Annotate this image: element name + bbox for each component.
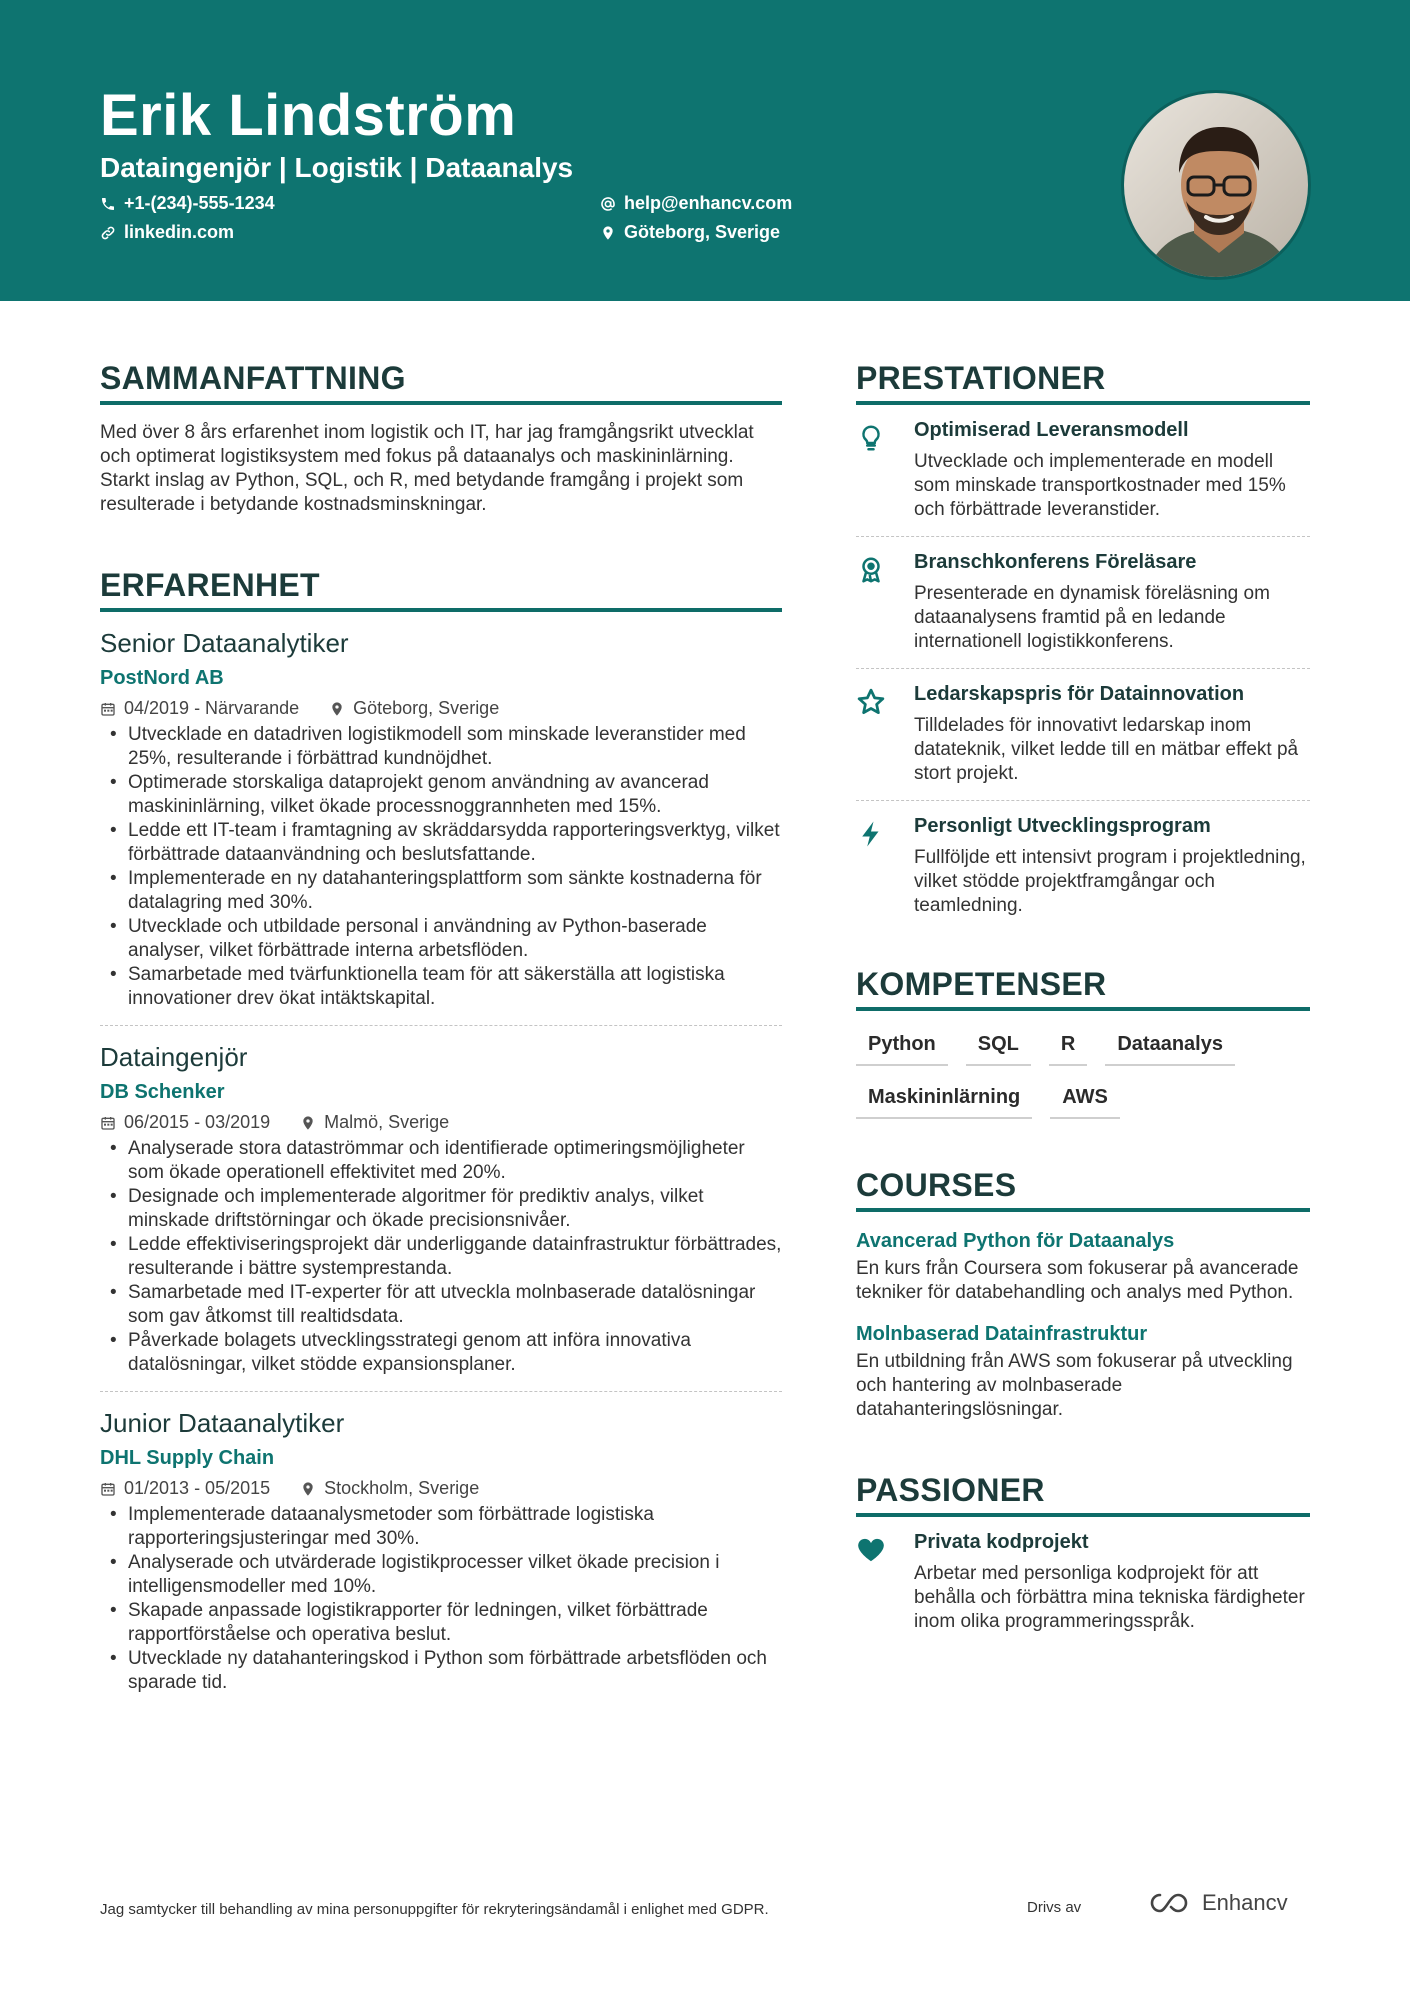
- achievement-item: [856, 668, 1310, 800]
- course-item: [856, 1323, 1310, 1422]
- job-title: Dataingenjör: [100, 1042, 248, 1072]
- contact-location: [600, 222, 780, 243]
- achievement-desc: Utvecklade och implementerade en modell som minskade transportkostnader med 15% och förbättrade leveranstider.: [914, 451, 1286, 520]
- job-bullets: [100, 1137, 782, 1377]
- skill-tag: R: [1049, 1027, 1087, 1066]
- left-column: [100, 360, 782, 1695]
- phone-icon: [100, 196, 116, 212]
- skill-tag: Dataanalys: [1105, 1027, 1235, 1066]
- divider: [100, 1391, 782, 1392]
- bullet-item: • Skapade anpassade logistikrapporter för ledningen, vilket förbättrade rapportförståelse och operativa beslut.: [100, 1599, 782, 1647]
- contact-phone[interactable]: [100, 193, 275, 214]
- contact-linkedin[interactable]: [100, 222, 234, 243]
- candidate-titles: Dataingenjör | Logistik | Dataanalys: [100, 152, 574, 183]
- location-pin-icon: [329, 701, 345, 717]
- bullet-item: • Samarbetade med IT-experter för att utveckla molnbaserade datalösningar som gav åtkomst till realtidsdata.: [100, 1281, 782, 1329]
- passion-item: [856, 1517, 1310, 1648]
- bullet-item: • Implementerade en ny datahanteringsplattform som sänkte kostnaderna för datalagring med 30%.: [100, 867, 782, 915]
- bullet-item: • Utvecklade och utbildade personal i användning av Python-baserade analyser, vilket förbättrade interna arbetsflöden.: [100, 915, 782, 963]
- job-dates: 01/2013 - 05/2015: [124, 1478, 271, 1498]
- course-desc: En kurs från Coursera som fokuserar på avancerade tekniker för databehandling och analys med Python.: [856, 1258, 1299, 1303]
- link-icon: [100, 225, 116, 241]
- powered-by-label: Drivs av: [1027, 1899, 1082, 1916]
- location-text: Göteborg, Sverige: [624, 222, 781, 242]
- company-name: DHL Supply Chain: [100, 1447, 275, 1469]
- location-pin-icon: [600, 225, 616, 241]
- achievement-desc: Fullföljde ett intensivt program i projektledning, vilket stödde projektframgångar och teamledning.: [914, 847, 1306, 916]
- experience-list: [100, 628, 782, 1695]
- job-entry: [100, 1408, 782, 1695]
- passions-list: [856, 1517, 1310, 1648]
- location-pin-icon: [300, 1115, 316, 1131]
- achievements-heading: PRESTATIONER: [856, 360, 1310, 405]
- courses-heading: COURSES: [856, 1167, 1310, 1212]
- skills-heading: KOMPETENSER: [856, 966, 1310, 1011]
- job-entry: [100, 1042, 782, 1392]
- achievement-title: Personligt Utvecklingsprogram: [914, 815, 1211, 837]
- job-dates: 04/2019 - Närvarande: [124, 698, 300, 718]
- at-icon: [600, 196, 616, 212]
- award-ribbon-icon: [856, 551, 914, 654]
- job-location: Göteborg, Sverige: [353, 698, 500, 718]
- phone-text: +1-(234)-555-1234: [124, 193, 275, 213]
- job-bullets: [100, 1503, 782, 1695]
- job-dates: 06/2015 - 03/2019: [124, 1112, 271, 1132]
- job-entry: [100, 628, 782, 1026]
- job-title: Senior Dataanalytiker: [100, 628, 349, 658]
- skills-list: [856, 1027, 1310, 1119]
- courses-list: [856, 1230, 1310, 1422]
- summary-heading: SAMMANFATTNING: [100, 360, 782, 405]
- bullet-item: • Utvecklade en datadriven logistikmodell som minskade leveranstider med 25%, resulterande i förbättrad kundnöjdhet.: [100, 723, 782, 771]
- bullet-item: • Ledde effektiviseringsprojekt där underliggande datainfrastruktur förbättrades, resulterande i bättre systemprestanda.: [100, 1233, 782, 1281]
- job-location: Malmö, Sverige: [324, 1112, 450, 1132]
- gdpr-consent: Jag samtycker till behandling av mina personuppgifter för rekryteringsändamål i enlighet med GDPR.: [100, 1901, 769, 1918]
- linkedin-text: linkedin.com: [124, 222, 235, 242]
- heart-icon: [856, 1531, 914, 1634]
- achievement-title: Optimiserad Leveransmodell: [914, 419, 1189, 441]
- enhancv-logo[interactable]: [1148, 1890, 1288, 1916]
- job-bullets: [100, 723, 782, 1011]
- summary-text: Med över 8 års erfarenhet inom logistik och IT, har jag framgångsrikt utvecklat och optimerat logistiksystem med fokus på dataanalys och maskininlärning. Starkt inslag av Python, SQL, och R, med betydande framgång i projekt som resulterade i betydande kostnadsminskningar.: [100, 422, 754, 515]
- bullet-item: • Ledde ett IT-team i framtagning av skräddarsydda rapporteringsverktyg, vilket förbättrade dataanvändning och beslutsfattande.: [100, 819, 782, 867]
- calendar-icon: [100, 701, 116, 717]
- contact-email[interactable]: [600, 193, 792, 214]
- achievement-item: [856, 800, 1310, 932]
- infinity-logo-icon: [1148, 1891, 1194, 1915]
- job-meta: [100, 1112, 782, 1133]
- achievement-desc: Tilldelades för innovativt ledarskap inom datateknik, vilket ledde till en mätbar effekt på stort projekt.: [914, 715, 1299, 784]
- course-title: Molnbaserad Datainfrastruktur: [856, 1323, 1148, 1345]
- job-location: Stockholm, Sverige: [324, 1478, 480, 1498]
- email-text: help@enhancv.com: [624, 193, 793, 213]
- bullet-item: • Analyserade och utvärderade logistikprocesser vilket ökade precision i intelligensmodeller med 10%.: [100, 1551, 782, 1599]
- bullet-item: • Påverkade bolagets utvecklingsstrategi genom att införa innovativa datalösningar, vilket stödde expansionsplaner.: [100, 1329, 782, 1377]
- bullet-item: • Designade och implementerade algoritmer för prediktiv analys, vilket minskade driftstörningar och ökade precisionsnivåer.: [100, 1185, 782, 1233]
- achievement-body: [914, 419, 1310, 522]
- achievement-body: [914, 815, 1310, 918]
- bullet-item: • Optimerade storskaliga dataprojekt genom användning av avancerad maskininlärning, vilket ökade processnoggrannheten med 15%.: [100, 771, 782, 819]
- job-title: Junior Dataanalytiker: [100, 1408, 345, 1438]
- passion-title: Privata kodprojekt: [914, 1531, 1089, 1553]
- resume-header: [0, 0, 1410, 301]
- calendar-icon: [100, 1481, 116, 1497]
- location-pin-icon: [300, 1481, 316, 1497]
- course-title: Avancerad Python för Dataanalys: [856, 1230, 1175, 1252]
- bullet-item: • Utvecklade ny datahanteringskod i Python som förbättrade arbetsflöden och sparade tid.: [100, 1647, 782, 1695]
- achievement-title: Branschkonferens Föreläsare: [914, 551, 1197, 573]
- skill-tag: Python: [856, 1027, 948, 1066]
- achievement-body: [914, 683, 1310, 786]
- star-icon: [856, 683, 914, 786]
- skill-tag: SQL: [966, 1027, 1031, 1066]
- passions-heading: PASSIONER: [856, 1472, 1310, 1517]
- experience-heading: ERFARENHET: [100, 567, 782, 612]
- candidate-name: Erik Lindström: [100, 83, 517, 148]
- passion-body: [914, 1531, 1310, 1634]
- brand-name: Enhancv: [1202, 1890, 1288, 1915]
- skill-tag: Maskininlärning: [856, 1080, 1032, 1119]
- achievement-title: Ledarskapspris för Datainnovation: [914, 683, 1245, 705]
- achievement-body: [914, 551, 1310, 654]
- achievements-list: [856, 405, 1310, 932]
- lightbulb-icon: [856, 419, 914, 522]
- company-name: DB Schenker: [100, 1081, 225, 1103]
- calendar-icon: [100, 1115, 116, 1131]
- bullet-item: • Analyserade stora dataströmmar och identifierade optimeringsmöjligheter som ökade operationell effektivitet med 20%.: [100, 1137, 782, 1185]
- course-item: [856, 1230, 1310, 1305]
- bullet-item: • Samarbetade med tvärfunktionella team för att säkerställa att logistiska innovationer drev ökat intäktskapital.: [100, 963, 782, 1011]
- company-name: PostNord AB: [100, 667, 224, 689]
- bullet-item: • Implementerade dataanalysmetoder som förbättrade logistiska rapporteringsjusteringar med 30%.: [100, 1503, 782, 1551]
- right-column: [856, 360, 1310, 1648]
- achievement-item: [856, 405, 1310, 536]
- job-meta: [100, 698, 782, 719]
- passion-desc: Arbetar med personliga kodprojekt för att behålla och förbättra mina tekniska färdigheter inom olika programmeringsspråk.: [914, 1563, 1305, 1632]
- achievement-desc: Presenterade en dynamisk föreläsning om dataanalysens framtid på en ledande internationell logistikkonferens.: [914, 583, 1270, 652]
- lightning-bolt-icon: [856, 815, 914, 918]
- divider: [100, 1025, 782, 1026]
- job-meta: [100, 1478, 782, 1499]
- achievement-item: [856, 536, 1310, 668]
- course-desc: En utbildning från AWS som fokuserar på utveckling och hantering av molnbaserade datahanteringslösningar.: [856, 1351, 1293, 1420]
- skill-tag: AWS: [1050, 1080, 1120, 1119]
- profile-photo: [1121, 90, 1311, 280]
